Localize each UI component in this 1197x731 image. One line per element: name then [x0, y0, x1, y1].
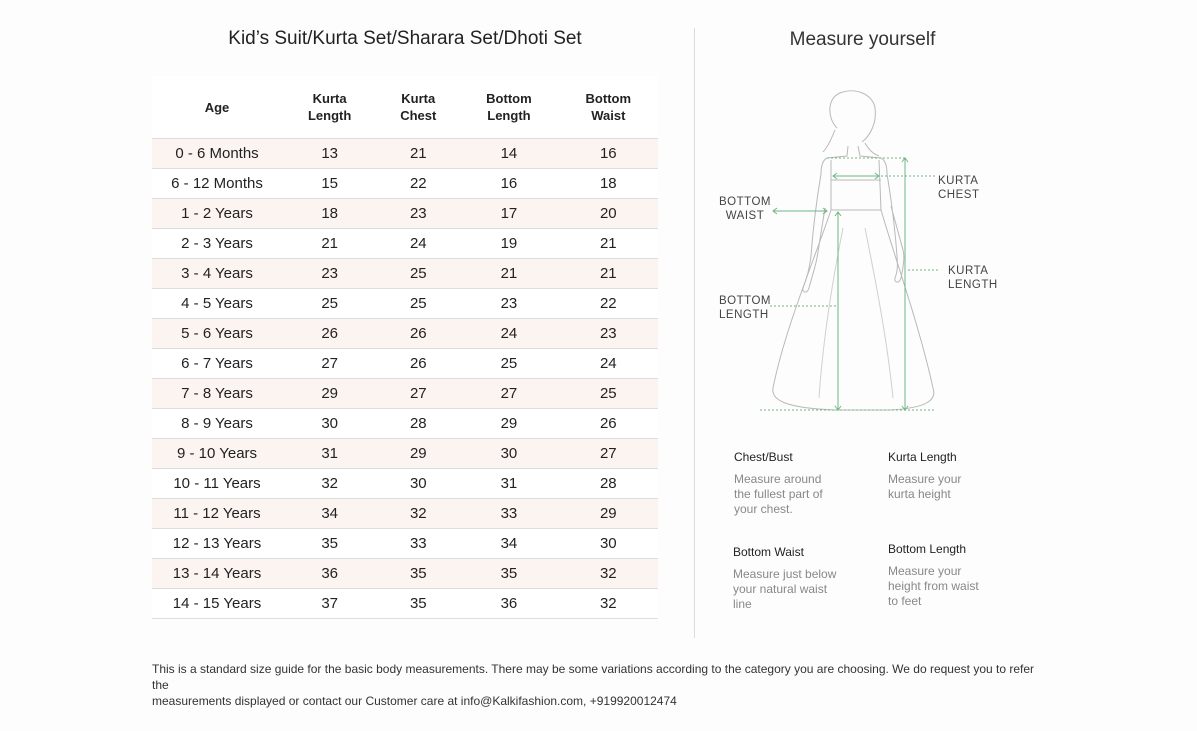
cell-bottom-waist: 29 [559, 499, 658, 529]
cell-bottom-length: 25 [459, 349, 558, 379]
cell-bottom-length: 16 [459, 169, 558, 199]
footer-note: This is a standard size guide for the basic body measurements. There may be some variations according to the category you are choosing. We do request you to refer the measurements displayed or contact our Customer care at info@Kalkifashion.com, +919920012474 [152, 662, 1035, 708]
cell-bottom-waist: 24 [559, 349, 658, 379]
cell-bottom-waist: 18 [559, 169, 658, 199]
cell-kurta-length: 25 [282, 289, 377, 319]
cell-bottom-waist: 30 [559, 529, 658, 559]
cell-kurta-length: 34 [282, 499, 377, 529]
cell-bottom-length: 27 [459, 379, 558, 409]
cell-kurta-length: 27 [282, 349, 377, 379]
cell-bottom-waist: 28 [559, 469, 658, 499]
table-row [152, 349, 658, 379]
cell-age: 12 - 13 Years [152, 529, 282, 559]
table-row [152, 169, 658, 199]
cell-bottom-length: 23 [459, 289, 558, 319]
cell-age: 2 - 3 Years [152, 229, 282, 259]
cell-kurta-chest: 26 [377, 319, 459, 349]
cell-bottom-waist: 21 [559, 259, 658, 289]
cell-kurta-chest: 21 [377, 139, 459, 169]
cell-kurta-chest: 29 [377, 439, 459, 469]
vertical-divider [694, 28, 695, 638]
info-kurta-length: Kurta Length Measure your kurta height [888, 450, 962, 501]
cell-bottom-waist: 21 [559, 229, 658, 259]
table-row [152, 229, 658, 259]
info-chest-bust: Chest/Bust Measure around the fullest part of your chest. [734, 450, 823, 516]
label-kurta-chest: KURTA CHEST [938, 175, 980, 201]
cell-kurta-chest: 26 [377, 349, 459, 379]
cell-bottom-length: 24 [459, 319, 558, 349]
table-row [152, 439, 658, 469]
cell-kurta-length: 30 [282, 409, 377, 439]
table-row [152, 559, 658, 589]
measure-yourself-title: Measure yourself [789, 29, 936, 50]
cell-bottom-length: 35 [459, 559, 558, 589]
cell-kurta-length: 18 [282, 199, 377, 229]
cell-age: 5 - 6 Years [152, 319, 282, 349]
cell-age: 6 - 12 Months [152, 169, 282, 199]
cell-age: 9 - 10 Years [152, 439, 282, 469]
cell-kurta-length: 29 [282, 379, 377, 409]
cell-bottom-length: 21 [459, 259, 558, 289]
cell-kurta-length: 15 [282, 169, 377, 199]
table-row [152, 139, 658, 169]
header-age: Age [152, 76, 282, 139]
label-bottom-waist: BOTTOM WAIST [719, 196, 771, 222]
measurement-diagram [715, 88, 1015, 428]
cell-age: 13 - 14 Years [152, 559, 282, 589]
table-row [152, 589, 658, 619]
cell-kurta-chest: 35 [377, 559, 459, 589]
cell-kurta-chest: 24 [377, 229, 459, 259]
table-row [152, 319, 658, 349]
dress-figure-illustration [715, 88, 1015, 423]
cell-kurta-chest: 32 [377, 499, 459, 529]
cell-bottom-waist: 32 [559, 589, 658, 619]
cell-kurta-chest: 25 [377, 259, 459, 289]
cell-bottom-waist: 16 [559, 139, 658, 169]
cell-kurta-chest: 35 [377, 589, 459, 619]
size-chart-table [152, 76, 658, 619]
cell-bottom-waist: 32 [559, 559, 658, 589]
cell-kurta-chest: 23 [377, 199, 459, 229]
table-row [152, 409, 658, 439]
info-bottom-length: Bottom Length Measure your height from waist to feet [888, 542, 979, 608]
cell-kurta-length: 35 [282, 529, 377, 559]
table-row [152, 259, 658, 289]
cell-kurta-length: 36 [282, 559, 377, 589]
label-kurta-length: KURTA LENGTH [948, 265, 998, 291]
cell-bottom-length: 14 [459, 139, 558, 169]
table-row [152, 379, 658, 409]
cell-kurta-chest: 27 [377, 379, 459, 409]
cell-kurta-length: 26 [282, 319, 377, 349]
cell-bottom-length: 34 [459, 529, 558, 559]
cell-kurta-chest: 33 [377, 529, 459, 559]
cell-age: 3 - 4 Years [152, 259, 282, 289]
table-row [152, 529, 658, 559]
cell-kurta-length: 37 [282, 589, 377, 619]
cell-bottom-length: 19 [459, 229, 558, 259]
table-row [152, 199, 658, 229]
cell-bottom-waist: 22 [559, 289, 658, 319]
cell-age: 7 - 8 Years [152, 379, 282, 409]
cell-bottom-length: 36 [459, 589, 558, 619]
header-kurta-chest: Kurta Chest [377, 76, 459, 139]
cell-bottom-waist: 20 [559, 199, 658, 229]
cell-bottom-length: 17 [459, 199, 558, 229]
table-header-row [152, 76, 658, 139]
cell-kurta-chest: 25 [377, 289, 459, 319]
table-row [152, 499, 658, 529]
cell-kurta-chest: 28 [377, 409, 459, 439]
table-row [152, 289, 658, 319]
cell-bottom-waist: 25 [559, 379, 658, 409]
cell-age: 4 - 5 Years [152, 289, 282, 319]
header-bottom-length: Bottom Length [459, 76, 558, 139]
cell-age: 11 - 12 Years [152, 499, 282, 529]
cell-bottom-waist: 23 [559, 319, 658, 349]
cell-age: 1 - 2 Years [152, 199, 282, 229]
table-row [152, 469, 658, 499]
cell-bottom-waist: 27 [559, 439, 658, 469]
header-bottom-waist: Bottom Waist [559, 76, 658, 139]
cell-age: 8 - 9 Years [152, 409, 282, 439]
label-bottom-length: BOTTOM LENGTH [719, 295, 771, 321]
cell-kurta-length: 32 [282, 469, 377, 499]
cell-bottom-length: 29 [459, 409, 558, 439]
header-kurta-length: Kurta Length [282, 76, 377, 139]
cell-age: 0 - 6 Months [152, 139, 282, 169]
cell-bottom-waist: 26 [559, 409, 658, 439]
cell-age: 6 - 7 Years [152, 349, 282, 379]
cell-kurta-length: 13 [282, 139, 377, 169]
cell-kurta-length: 21 [282, 229, 377, 259]
cell-bottom-length: 33 [459, 499, 558, 529]
cell-kurta-length: 23 [282, 259, 377, 289]
cell-kurta-chest: 22 [377, 169, 459, 199]
cell-age: 14 - 15 Years [152, 589, 282, 619]
cell-age: 10 - 11 Years [152, 469, 282, 499]
cell-kurta-length: 31 [282, 439, 377, 469]
size-chart-title: Kid’s Suit/Kurta Set/Sharara Set/Dhoti Set [228, 28, 582, 49]
cell-kurta-chest: 30 [377, 469, 459, 499]
cell-bottom-length: 30 [459, 439, 558, 469]
cell-bottom-length: 31 [459, 469, 558, 499]
info-bottom-waist: Bottom Waist Measure just below your natural waist line [733, 545, 837, 611]
